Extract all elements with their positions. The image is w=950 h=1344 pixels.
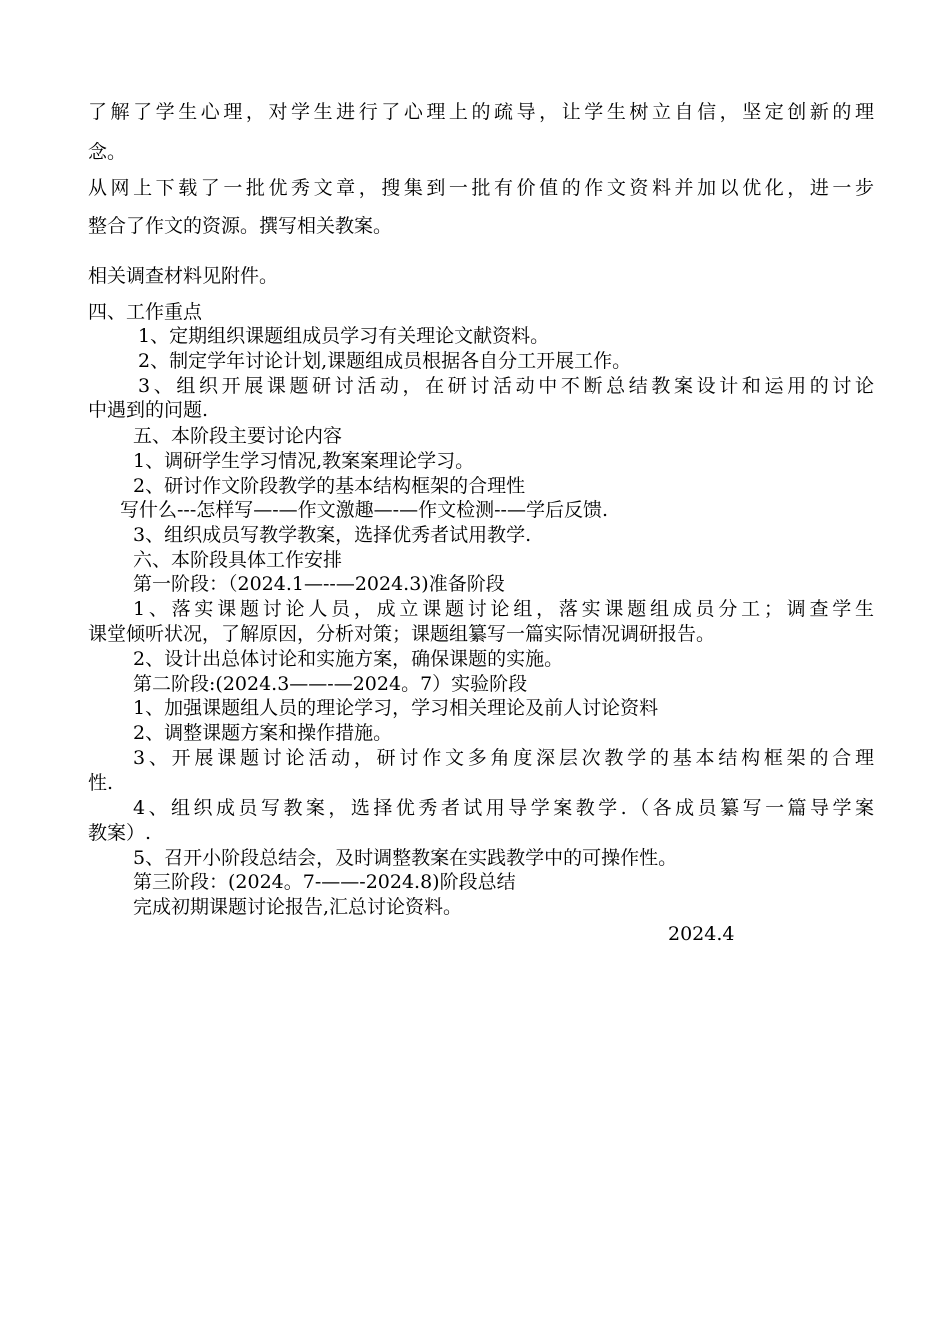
list-item: 3、组织成员写教学教案，选择优秀者试用教学. (133, 524, 532, 546)
section-heading: 四、工作重点 (88, 301, 203, 323)
list-item: 3、开展课题讨论活动，研讨作文多角度深层次教学的基本结构框架的合理 (133, 747, 874, 769)
stage-heading: 第二阶段:(2024.3——-—2024。7）实验阶段 (133, 673, 528, 695)
list-item: 3、组织开展课题研讨活动，在研讨活动中不断总结教案设计和运用的讨论 (138, 375, 874, 397)
document-date: 2024.4 (668, 923, 735, 945)
list-item: 1、调研学生学习情况,教案案理论学习。 (133, 450, 475, 472)
paragraph-line: 整合了作文的资源。撰写相关教案。 (88, 215, 393, 237)
list-item: 2、调整课题方案和操作措施。 (133, 722, 393, 744)
list-item: 2、制定学年讨论计划,课题组成员根据各自分工开展工作。 (138, 350, 632, 372)
list-item-continuation: 中遇到的问题. (88, 399, 209, 421)
list-item: 4、组织成员写教案，选择优秀者试用导学案教学.（各成员纂写一篇导学案 (133, 797, 874, 819)
list-item: 2、研讨作文阶段教学的基本结构框架的合理性 (133, 475, 526, 497)
stage-heading: 第一阶段：（2024.1—--—2024.3)准备阶段 (133, 573, 505, 595)
paragraph-line: 了解了学生心理，对学生进行了心理上的疏导，让学生树立自信，坚定创新的理 (88, 101, 874, 123)
list-item-continuation: 课堂倾听状况，了解原因，分析对策；课题组纂写一篇实际情况调研报告。 (88, 623, 716, 645)
section-heading: 六、本阶段具体工作安排 (133, 549, 343, 571)
workflow-line: 写什么---怎样写—-—作文激趣—-—作文检测--—学后反馈. (120, 499, 608, 521)
list-item: 1、定期组织课题组成员学习有关理论文献资料。 (138, 325, 550, 347)
paragraph-line: 念。 (88, 141, 127, 163)
list-item: 1、落实课题讨论人员，成立课题讨论组，落实课题组成员分工；调查学生 (133, 598, 874, 620)
list-item: 2、设计出总体讨论和实施方案，确保课题的实施。 (133, 648, 564, 670)
list-item-continuation: 教案）. (88, 822, 152, 844)
section-heading: 五、本阶段主要讨论内容 (133, 425, 343, 447)
list-item: 1、加强课题组人员的理论学习，学习相关理论及前人讨论资料 (133, 697, 659, 719)
paragraph-line: 相关调查材料见附件。 (88, 265, 279, 287)
list-item: 5、召开小阶段总结会，及时调整教案在实践教学中的可操作性。 (133, 847, 678, 869)
paragraph-line: 从网上下载了一批优秀文章，搜集到一批有价值的作文资料并加以优化，进一步 (88, 177, 874, 199)
list-item-continuation: 性. (88, 772, 114, 794)
stage-heading: 第三阶段：(2024。7-——-2024.8)阶段总结 (133, 871, 516, 893)
paragraph-line: 完成初期课题讨论报告,汇总讨论资料。 (133, 896, 463, 918)
